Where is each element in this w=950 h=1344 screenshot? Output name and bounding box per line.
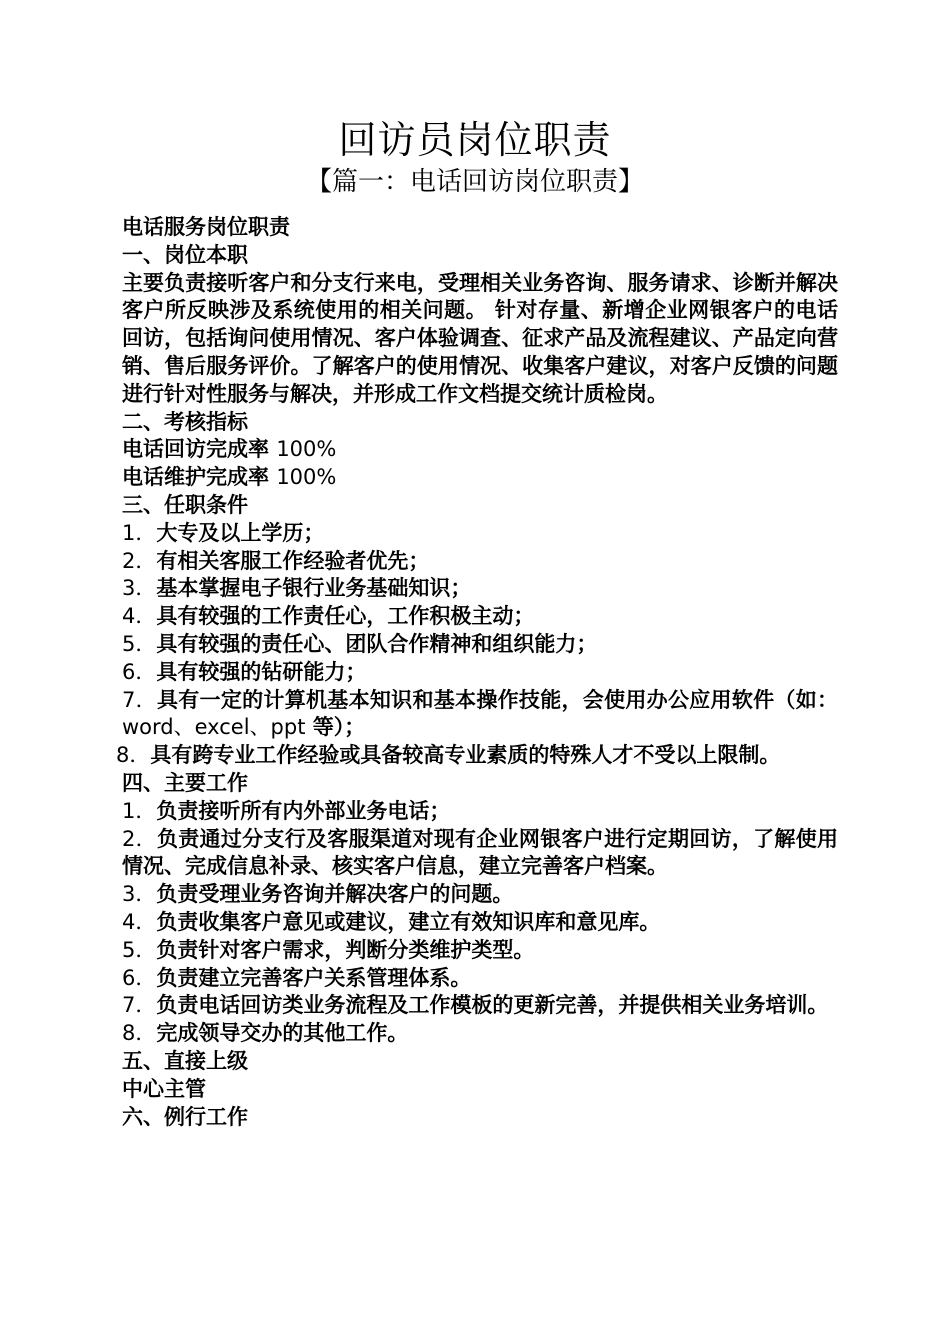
document-title: 回访员岗位职责 <box>338 118 612 162</box>
item-text: 负责接听所有内外部业务电话； <box>156 798 451 823</box>
list-item <box>116 520 838 548</box>
item-number: 7． <box>122 687 157 712</box>
item-number: 5． <box>122 631 157 656</box>
item-number: 1． <box>122 520 157 545</box>
list-item <box>116 798 838 826</box>
list-item <box>116 965 838 993</box>
item-text: 完成领导交办的其他工作。 <box>156 1021 409 1046</box>
item-number: 4． <box>122 909 157 934</box>
item-text: 有相关客服工作经验者优先； <box>156 548 430 573</box>
list-item <box>116 548 838 576</box>
item-number: 6． <box>122 659 157 684</box>
item-number: 2． <box>122 548 157 573</box>
kpi-value: 100% <box>276 465 337 490</box>
item-number: 6． <box>122 965 157 990</box>
paragraph-duty: 主要负责接听客户和分支行来电，受理相关业务咨询、服务请求、诊断并解决客户所反映涉及系统使用的相关问题。 针对存量、新增企业网银客户的电话回访，包括询问使用情况、客户体验调查、征求产品及流程建议、产品定向营销、售后服务评价。了解客户的使用情况、收集客户建议，对客户反馈的问题进行针对性服务与解决，并形成工作文档提交统计质检岗。 <box>122 270 838 406</box>
item-text: 具有较强的工作责任心，工作积极主动； <box>156 604 535 629</box>
heading-3: 三、任职条件 <box>122 492 248 517</box>
list-item <box>116 826 838 882</box>
item-text-end: 等）； <box>305 715 366 740</box>
item-number: 8． <box>122 1021 157 1046</box>
list-item <box>116 937 838 965</box>
item-text: 大专及以上学历； <box>156 520 325 545</box>
item-number: 2． <box>122 826 157 851</box>
heading-4: 四、主要工作 <box>122 770 248 795</box>
item-number: 7． <box>122 993 157 1018</box>
item-number: 3． <box>122 576 157 601</box>
list-item <box>116 631 838 659</box>
list-item <box>116 742 838 770</box>
list-item <box>116 1020 838 1048</box>
list-item <box>116 659 838 687</box>
supervisor-text: 中心主管 <box>122 1076 206 1101</box>
heading-5: 五、直接上级 <box>122 1048 248 1073</box>
item-text: 具有一定的计算机基本知识和基本操作技能，会使用办公应用软件（如： <box>156 687 838 712</box>
section-title: 电话服务岗位职责 <box>122 215 290 239</box>
kpi-label: 电话维护完成率 <box>122 465 269 490</box>
heading-1: 一、岗位本职 <box>122 242 248 267</box>
kpi-value: 100% <box>276 437 337 462</box>
document-body <box>116 214 838 1131</box>
item-text-software: word、excel、ppt <box>122 715 306 740</box>
item-text: 负责收集客户意见或建议，建立有效知识库和意见库。 <box>156 909 661 934</box>
kpi-line <box>116 464 838 492</box>
item-text: 具有跨专业工作经验或具备较高专业素质的特殊人才不受以上限制。 <box>150 743 781 768</box>
item-text: 具有较强的责任心、团队合作精神和组织能力； <box>156 631 598 656</box>
list-item <box>116 687 838 743</box>
kpi-line <box>116 436 838 464</box>
list-item <box>116 881 838 909</box>
kpi-label: 电话回访完成率 <box>122 437 269 462</box>
item-text: 负责受理业务咨询并解决客户的问题。 <box>156 882 514 907</box>
item-text: 负责针对客户需求，判断分类维护类型。 <box>156 937 535 962</box>
item-number: 3． <box>122 882 157 907</box>
heading-6: 六、例行工作 <box>122 1104 248 1129</box>
item-text: 基本掌握电子银行业务基础知识； <box>156 576 472 601</box>
list-item <box>116 992 838 1020</box>
item-text: 负责电话回访类业务流程及工作模板的更新完善，并提供相关业务培训。 <box>156 993 829 1018</box>
heading-2: 二、考核指标 <box>122 409 248 434</box>
item-text: 负责建立完善客户关系管理体系。 <box>156 965 472 990</box>
item-number: 8． <box>116 743 151 768</box>
list-item <box>116 603 838 631</box>
item-number: 1． <box>122 798 157 823</box>
item-text: 具有较强的钻研能力； <box>156 659 367 684</box>
document-subtitle: 【篇一：电话回访岗位职责】 <box>305 167 644 197</box>
item-text: 负责通过分支行及客服渠道对现有企业网银客户进行定期回访，了解使用情况、完成信息补录、核实客户信息，建立完善客户档案。 <box>122 826 838 879</box>
list-item <box>116 909 838 937</box>
item-number: 5． <box>122 937 157 962</box>
item-number: 4． <box>122 604 157 629</box>
list-item <box>116 575 838 603</box>
